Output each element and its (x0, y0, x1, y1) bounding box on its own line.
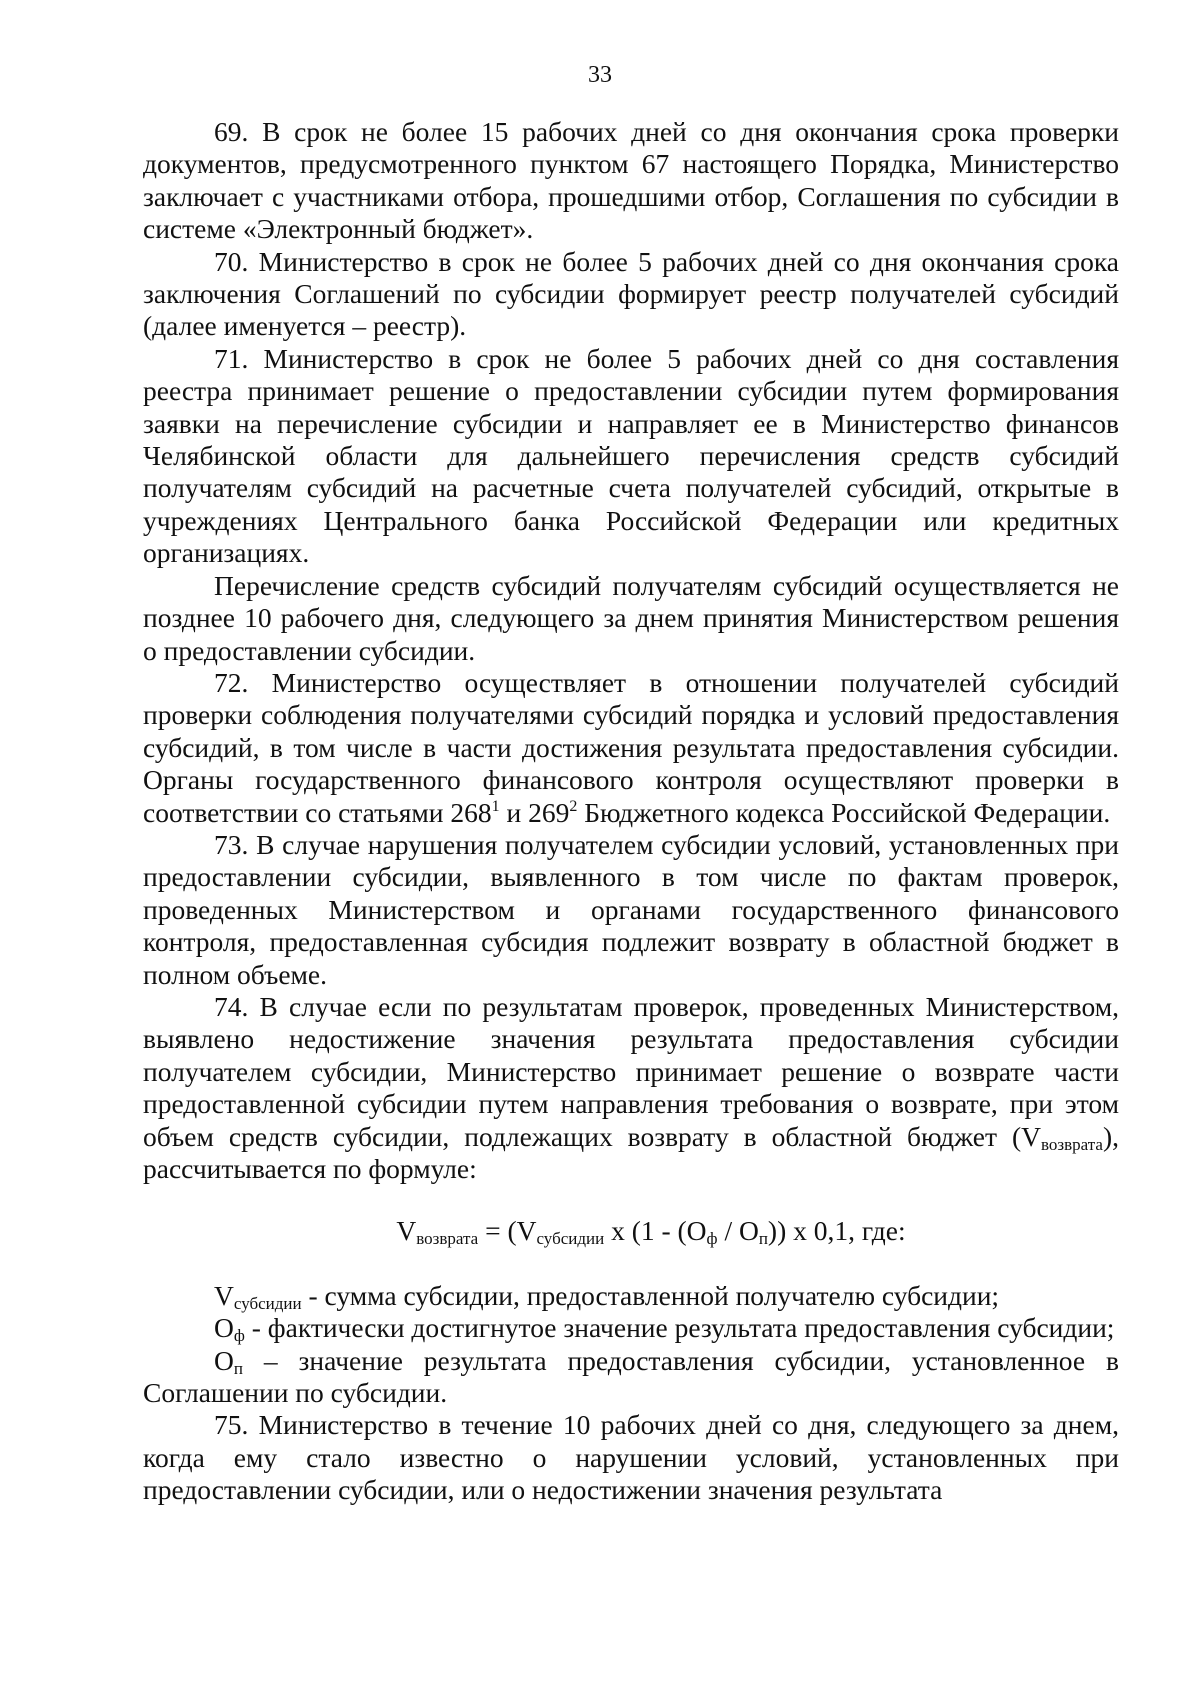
formula-of-subscript: ф (706, 1229, 718, 1249)
definition-3-text: – значение результата предоставления субсидии, установленное в Соглашении по субсидии. (143, 1344, 1119, 1409)
superscript-1: 1 (491, 797, 500, 815)
paragraph-74 (143, 991, 1119, 1185)
formula-v: V (396, 1215, 417, 1247)
formula-slash: / O (717, 1215, 759, 1247)
paragraph-72 (143, 667, 1119, 829)
definition-1-symbol: V (214, 1279, 234, 1311)
formula-tail: )) x 0,1, где: (767, 1215, 906, 1247)
formula-op-subscript: п (758, 1229, 768, 1249)
definition-2-subscript: ф (233, 1326, 245, 1346)
formula-v-subscript: возврата (416, 1229, 479, 1249)
paragraph-72-text-2: и 269 (499, 796, 570, 828)
definition-3-symbol: O (214, 1344, 234, 1376)
superscript-2: 2 (569, 797, 578, 815)
definition-2-text: - фактически достигнутое значение результата предоставления субсидии; (244, 1312, 1115, 1344)
return-formula (143, 1215, 1119, 1247)
formula-mid: x (1 - (O (604, 1215, 707, 1247)
paragraph-71-transfer: Перечисление средств субсидий получателям субсидий осуществляется не позднее 10 рабочего дня, следующего за днем принятия Министерством решения о предоставлении субсидии. (143, 569, 1119, 666)
formula-subsidy-subscript: субсидии (536, 1229, 605, 1249)
paragraph-71: 71. Министерство в срок не более 5 рабочих дней со дня составления реестра принимает решение о предоставлении субсидии путем формирования заявки на перечисление субсидии и направляет ее в Министерство финансов Челябинской области для дальнейшего перечисления средств субсидий получателям субсидий на расчетные счета получателей субсидий, открытые в учреждениях Центрального банка Российской Федерации или кредитных организациях. (143, 342, 1119, 569)
page-number: 33 (588, 62, 612, 88)
definition-o-planned (143, 1345, 1119, 1410)
paragraph-75: 75. Министерство в течение 10 рабочих дней со дня, следующего за днем, когда ему стало известно о нарушении условий, установленных при предоставлении субсидии, или о недостижении значения результата (143, 1409, 1119, 1506)
definition-1-text: - сумма субсидии, предоставленной получателю субсидии; (301, 1279, 1000, 1311)
paragraph-73: 73. В случае нарушения получателем субсидии условий, установленных при предоставлении субсидии, выявленного в том числе по фактам проверок, проведенных Министерством и органами государственного финансового контроля, предоставленная субсидия подлежит возврату в областной бюджет в полном объеме. (143, 828, 1119, 990)
definition-3-subscript: п (233, 1358, 243, 1378)
paragraph-74-text-1: 74. В случае если по результатам проверок, проведенных Министерством, выявлено недостижение значения результата предоставления субсидии получателем субсидии, Министерство принимает решение о возврате части предоставленной субсидии путем направления требования о возврате, при этом объем средств субсидии, подлежащих возврату в областной бюджет (V (143, 990, 1119, 1152)
document-body (143, 116, 1119, 1507)
paragraph-72-text-1: 72. Министерство осуществляет в отношении получателей субсидий проверки соблюдения получателями субсидий порядка и условий предоставления субсидий, в том числе в части достижения результата предоставления субсидии. Органы государственного финансового контроля осуществляют проверки в соответствии со статьями 268 (143, 666, 1119, 828)
definition-o-actual (143, 1312, 1119, 1344)
definition-2-symbol: O (214, 1312, 234, 1344)
paragraph-70: 70. Министерство в срок не более 5 рабочих дней со дня окончания срока заключения Соглашений по субсидии формирует реестр получателей субсидий (далее именуется – реестр). (143, 245, 1119, 342)
paragraph-74-text-2: ), рассчитывается по формуле: (143, 1120, 1119, 1184)
definition-1-subscript: субсидии (233, 1293, 302, 1313)
paragraph-72-text-3: Бюджетного кодекса Российской Федерации. (577, 796, 1111, 828)
paragraph-74-subscript: возврата (1041, 1134, 1103, 1154)
formula-eq: = (V (478, 1215, 537, 1247)
paragraph-69: 69. В срок не более 15 рабочих дней со дня окончания срока проверки документов, предусмотренного пунктом 67 настоящего Порядка, Министерство заключает с участниками отбора, прошедшими отбор, Соглашения по субсидии в системе «Электронный бюджет». (143, 116, 1119, 245)
definition-v-subsidy (143, 1280, 1119, 1312)
